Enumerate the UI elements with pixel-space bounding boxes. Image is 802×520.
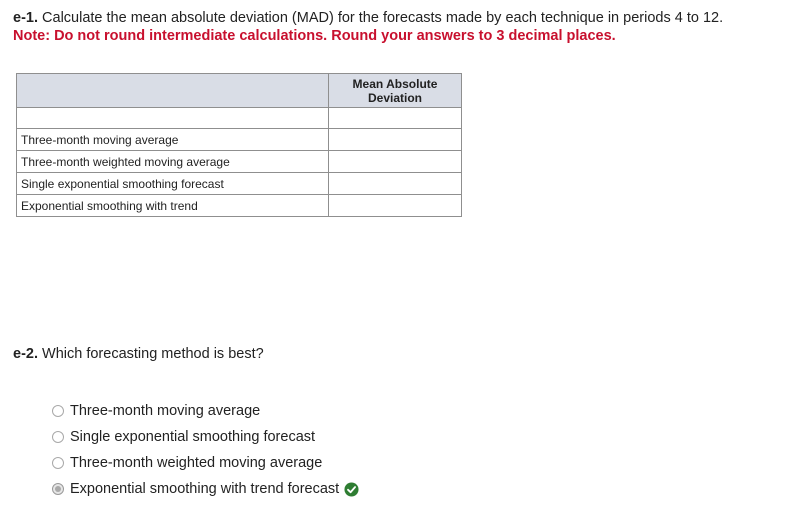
question-e2-text: Which forecasting method is best? (38, 346, 264, 362)
row-label-three-month-moving-average: Three-month moving average (17, 129, 329, 151)
table-row (17, 173, 462, 195)
table-row (17, 151, 462, 173)
mad-input-three-month-moving-average[interactable] (329, 129, 462, 151)
mad-table (16, 73, 462, 217)
question-e1-text: Calculate the mean absolute deviation (MAD) for the forecasts made by each technique in periods 4 to 12. (38, 10, 724, 26)
option-three-month-weighted-moving-average[interactable] (52, 450, 359, 476)
option-label: Three-month weighted moving average (70, 455, 323, 471)
method-options (52, 398, 359, 502)
mad-input-three-month-weighted-moving-average[interactable] (329, 151, 462, 173)
table-row (17, 195, 462, 217)
question-e2 (13, 345, 264, 363)
table-header-mad: Mean Absolute Deviation (329, 74, 462, 108)
option-label: Three-month moving average (70, 403, 261, 419)
question-e1 (13, 9, 723, 27)
radio-button[interactable] (52, 405, 64, 417)
radio-button[interactable] (52, 431, 64, 443)
question-e1-label: e-1. (13, 10, 38, 26)
row-label-exponential-smoothing-with-trend: Exponential smoothing with trend (17, 195, 329, 217)
radio-button[interactable] (52, 457, 64, 469)
option-three-month-moving-average[interactable] (52, 398, 359, 424)
option-single-exponential-smoothing[interactable] (52, 424, 359, 450)
question-e2-label: e-2. (13, 346, 38, 362)
rounding-note: Note: Do not round intermediate calculations. Round your answers to 3 decimal places. (13, 28, 616, 44)
row-label-three-month-weighted-moving-average: Three-month weighted moving average (17, 151, 329, 173)
table-spacer-row (17, 108, 462, 129)
option-label: Single exponential smoothing forecast (70, 429, 316, 445)
table-row (17, 129, 462, 151)
row-label-single-exponential-smoothing: Single exponential smoothing forecast (17, 173, 329, 195)
table-header-label (17, 74, 329, 108)
option-label: Exponential smoothing with trend forecast (70, 481, 340, 497)
mad-input-exponential-smoothing-with-trend[interactable] (329, 195, 462, 217)
check-circle-icon (344, 482, 359, 497)
option-exponential-smoothing-with-trend[interactable] (52, 476, 359, 502)
radio-button-selected[interactable] (52, 483, 64, 495)
mad-input-single-exponential-smoothing[interactable] (329, 173, 462, 195)
